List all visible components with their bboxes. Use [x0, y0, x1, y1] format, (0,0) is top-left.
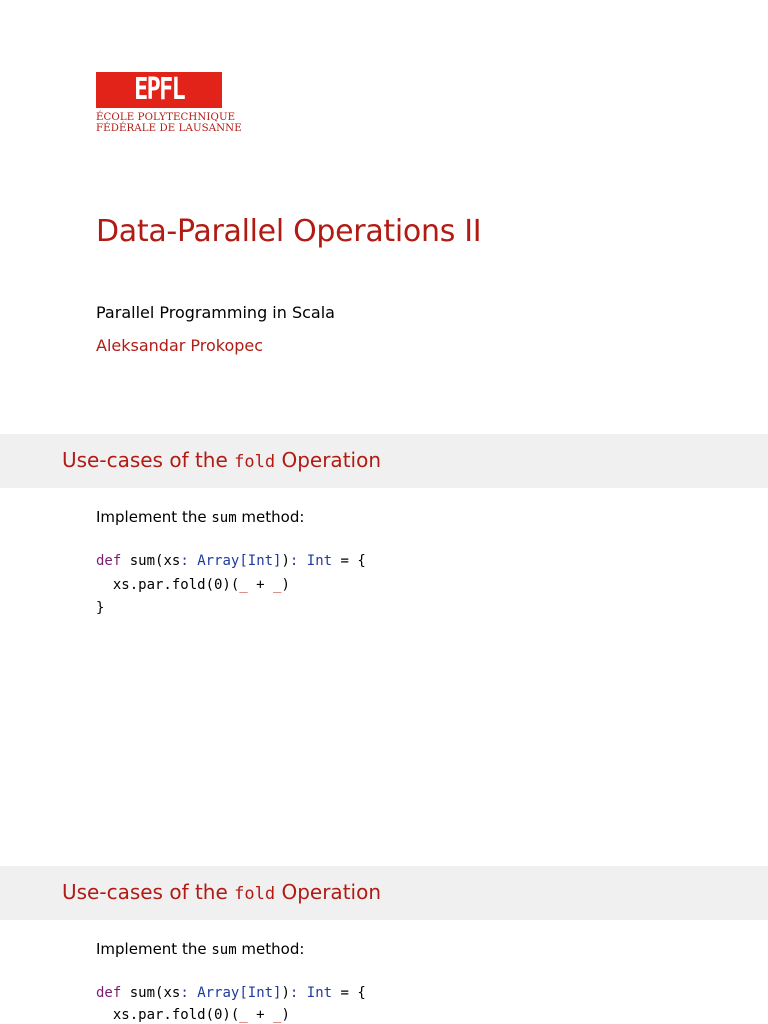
code-space	[298, 553, 306, 569]
slide-1-code-line-2	[96, 576, 290, 594]
logo-subtitle-line-1: ÉCOLE POLYTECHNIQUE	[96, 112, 236, 123]
slide-1-intro	[96, 508, 304, 526]
slide-1-intro-suffix: method:	[236, 508, 305, 526]
code-text: )	[281, 553, 290, 569]
code-colon: :	[289, 985, 299, 1001]
code-space	[298, 985, 306, 1001]
slide-2-intro	[96, 940, 304, 958]
slide-1-code-line-3: }	[96, 600, 105, 616]
code-text: )	[281, 1007, 290, 1023]
epfl-logo-mark: EPFL	[133, 72, 185, 107]
type-int: Int	[306, 553, 333, 569]
placeholder-underscore: _	[239, 1007, 248, 1023]
slide-2-code-line-1	[96, 984, 366, 1002]
code-text: sum(xs	[121, 553, 181, 569]
slide-1-title-code: fold	[234, 452, 276, 472]
code-text: = {	[332, 553, 366, 569]
slide-2-title-code: fold	[234, 884, 276, 904]
slide-1-intro-text: Implement the	[96, 508, 212, 526]
slide-2-title	[62, 880, 381, 904]
logo-subtitle-line-2: FÉDÉRALE DE LAUSANNE	[96, 123, 242, 134]
code-text: )	[281, 985, 290, 1001]
type-array-int: Array[Int]	[197, 985, 282, 1001]
placeholder-underscore: _	[239, 577, 248, 593]
code-text: )	[281, 577, 290, 593]
slide-2-intro-code: sum	[211, 942, 237, 958]
code-text: xs.par.fold(0)(	[96, 1007, 240, 1023]
code-colon: :	[180, 553, 189, 569]
slide-2-title-suffix: Operation	[275, 880, 381, 904]
code-colon: :	[180, 985, 189, 1001]
code-space	[189, 553, 197, 569]
code-text: = {	[332, 985, 366, 1001]
slide-1-intro-code: sum	[211, 510, 237, 526]
keyword-def: def	[96, 985, 122, 1001]
code-text: +	[247, 577, 274, 593]
type-int: Int	[306, 985, 333, 1001]
course-name: Parallel Programming in Scala	[96, 303, 335, 322]
slide-1-code-line-1	[96, 552, 366, 570]
slide-1-header	[0, 434, 768, 488]
keyword-def: def	[96, 553, 122, 569]
code-text: xs.par.fold(0)(	[96, 577, 240, 593]
presentation-title: Data-Parallel Operations II	[96, 214, 482, 249]
slide-1-title	[62, 448, 381, 472]
code-text: sum(xs	[121, 985, 181, 1001]
placeholder-underscore: _	[273, 577, 282, 593]
code-text: +	[247, 1007, 274, 1023]
placeholder-underscore: _	[273, 1007, 282, 1023]
slide-1-title-text: Use-cases of the	[62, 448, 235, 472]
slide-2-title-text: Use-cases of the	[62, 880, 235, 904]
code-space	[189, 985, 197, 1001]
slide-2-code-line-2	[96, 1006, 290, 1024]
type-array-int: Array[Int]	[197, 553, 282, 569]
slide-2-intro-suffix: method:	[236, 940, 305, 958]
slide-2-intro-text: Implement the	[96, 940, 212, 958]
author-name: Aleksandar Prokopec	[96, 336, 264, 355]
code-colon: :	[289, 553, 299, 569]
slide-2-header	[0, 866, 768, 920]
epfl-logo	[96, 72, 222, 108]
slide-1-title-suffix: Operation	[275, 448, 381, 472]
